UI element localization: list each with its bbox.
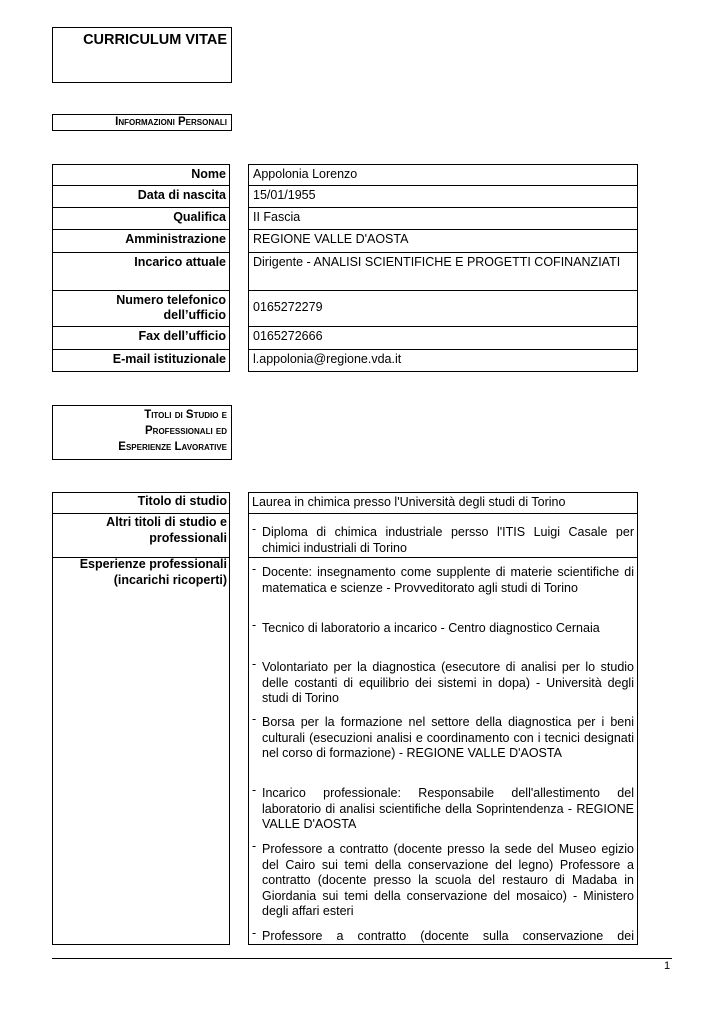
value-email: l.appolonia@regione.vda.it xyxy=(248,349,638,372)
bullet-dash: - xyxy=(252,783,257,797)
cv-title-box xyxy=(52,27,232,83)
esperienza-item: Volontariato per la diagnostica (esecutore di analisi per lo studio delle costanti di equilibrio dei sistemi in dopa) - Università degli studi di Torino xyxy=(262,660,634,705)
bullet-dash: - xyxy=(252,657,257,671)
bullet-dash: - xyxy=(252,839,257,853)
bullet-dash: - xyxy=(252,562,257,576)
label-incarico: Incarico attuale xyxy=(52,252,230,291)
cv-title: CURRICULUM VITAE xyxy=(83,32,227,48)
bullet-dash: - xyxy=(252,522,257,536)
altri-titoli-item: Diploma di chimica industriale persso l'ITIS Luigi Casale per chimici industriali di Torino xyxy=(262,525,634,555)
bullet-dash: - xyxy=(252,618,257,632)
section-titles-line: Esperienze Lavorative xyxy=(118,441,227,453)
list-item xyxy=(252,562,634,596)
label-nome: Nome xyxy=(52,164,230,186)
row-divider xyxy=(248,557,638,558)
list-item xyxy=(252,522,634,556)
list-item xyxy=(252,657,634,707)
esperienza-item: Professore a contratto (docente sulla conservazione dei xyxy=(262,929,634,943)
label-titolo-studio: Titolo di studio xyxy=(137,494,227,508)
value-telefono: 0165272279 xyxy=(248,290,638,327)
label-esperienze: Esperienze professionali (incarichi ricoperti) xyxy=(79,557,227,587)
esperienza-item: Professore a contratto (docente presso la sede del Museo egizio del Cairo sui temi della conservazione del legno) Professore a contratto (docente presso la scuola del restauro di Madaba in Giordania sui temi della conservazione del mosaico) - Ministero degli affari esteri xyxy=(262,842,634,918)
page-number: 1 xyxy=(664,960,671,972)
list-item xyxy=(252,839,634,920)
value-data-nascita: 15/01/1955 xyxy=(248,185,638,208)
section-titles-line: Professionali ed xyxy=(145,425,227,437)
section-titles-line: Titoli di Studio e xyxy=(144,409,227,421)
label-email: E-mail istituzionale xyxy=(52,349,230,372)
value-titolo-studio: Laurea in chimica presso l'Università degli studi di Torino xyxy=(252,495,566,509)
esperienza-item: Borsa per la formazione nel settore della diagnostica per i beni culturali (esecuzioni analisi e coordinamento con i tecnici designati nel corso di formazione) - REGIONE VALLE D'AOSTA xyxy=(262,715,634,760)
value-qualifica: II Fascia xyxy=(248,207,638,230)
esperienza-item: Tecnico di laboratorio a incarico - Centro diagnostico Cernaia xyxy=(262,621,600,635)
list-item xyxy=(252,618,634,637)
value-incarico: Dirigente - ANALISI SCIENTIFICHE E PROGETTI COFINANZIATI xyxy=(248,252,638,291)
value-amministrazione: REGIONE VALLE D'AOSTA xyxy=(248,229,638,253)
bullet-dash: - xyxy=(252,929,257,940)
esperienza-item: Incarico professionale: Responsabile dell'allestimento del laboratorio di analisi scientifiche della Soprintendenza - REGIONE VALLE D'AOSTA xyxy=(262,786,634,831)
label-telefono: Numero telefonico dell’ufficio xyxy=(52,290,230,327)
esperienza-item: Docente: insegnamento come supplente di materie scientifiche di matematica e scienze - Provveditorato agli studi di Torino xyxy=(262,565,634,595)
label-altri-titoli: Altri titoli di studio e professionali xyxy=(106,515,227,545)
label-qualifica: Qualifica xyxy=(52,207,230,230)
list-item xyxy=(252,712,634,762)
section-personal-info: Informazioni Personali xyxy=(52,114,232,131)
section-titles xyxy=(52,405,232,460)
bullet-dash: - xyxy=(252,712,257,726)
label-amministrazione: Amministrazione xyxy=(52,229,230,253)
label-fax: Fax dell’ufficio xyxy=(52,326,230,350)
value-nome: Appolonia Lorenzo xyxy=(248,164,638,186)
footer-divider xyxy=(52,958,672,959)
list-item xyxy=(252,783,634,833)
list-item xyxy=(252,929,634,944)
label-data-nascita: Data di nascita xyxy=(52,185,230,208)
value-fax: 0165272666 xyxy=(248,326,638,350)
row-divider xyxy=(248,513,638,514)
